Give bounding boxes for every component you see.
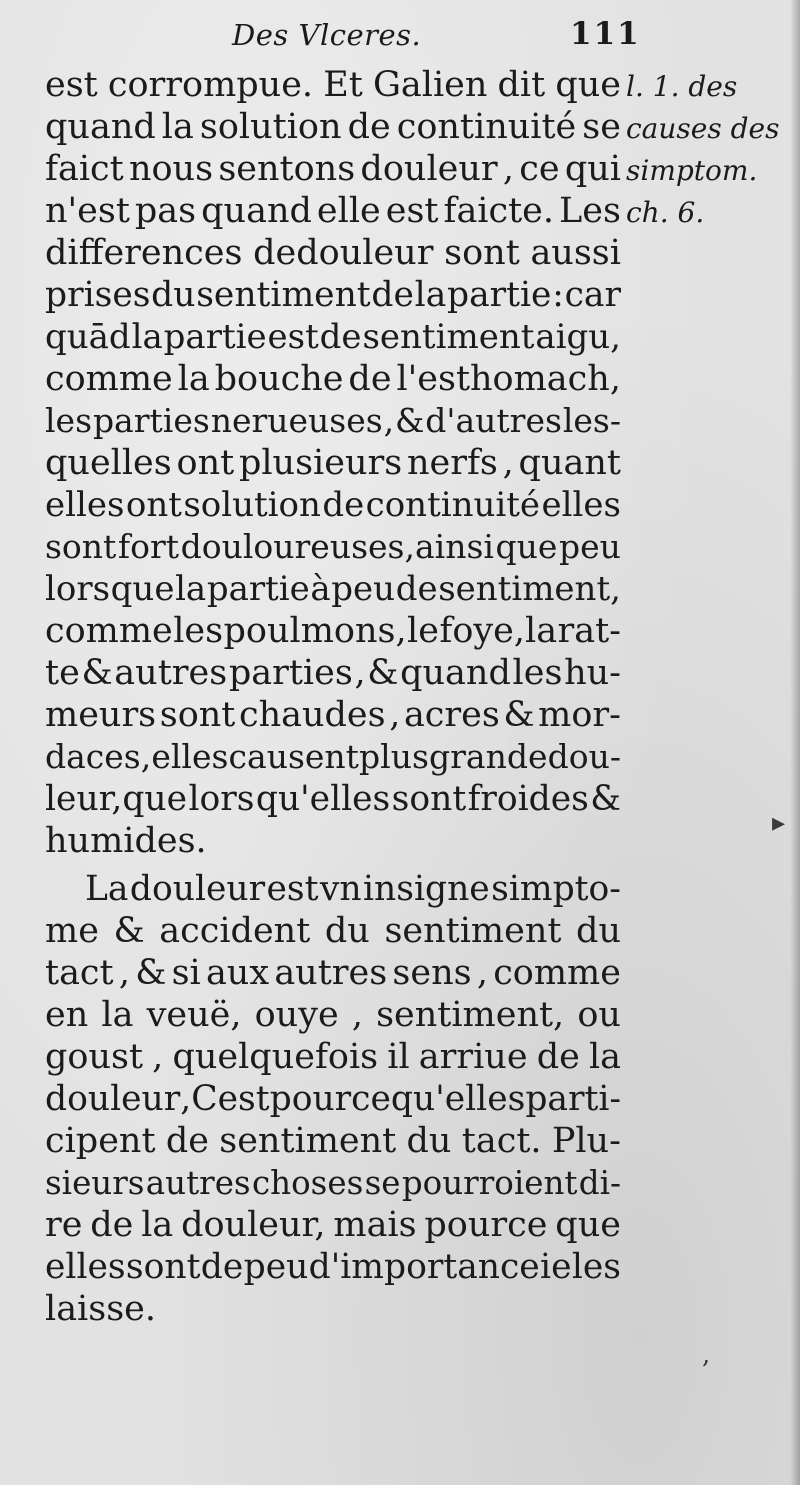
text-line: quand la solution de continuité se [45, 107, 621, 147]
text-line: humides. [45, 821, 207, 861]
text-line: elles sont de peu d'importance ie les [45, 1247, 621, 1287]
text-line: prises du sentiment de la partie : car [45, 275, 621, 315]
page-number: 111 [570, 16, 641, 52]
text-line: goust , quelquefois il arriue de la [45, 1037, 621, 1077]
text-line: leur,que lors qu'elles sont froides & [45, 779, 621, 819]
text-line: differences dedouleur sont aussi [45, 233, 621, 273]
text-line: cipent de sentiment du tact. Plu- [45, 1121, 621, 1161]
text-line: tact , & si aux autres sens , comme [45, 953, 621, 993]
margin-note-line: causes des [626, 112, 780, 145]
margin-note-line: ch. 6. [626, 196, 705, 229]
text-line: lors que la partie à peu de sentiment, [45, 569, 621, 609]
text-line: en la veuë, ouye , sentiment, ou [45, 995, 621, 1035]
text-line: faict nous sentons douleur , ce qui [45, 149, 621, 189]
margin-note-line: l. 1. des [626, 70, 738, 103]
running-head-title: Des Vlceres. [232, 18, 422, 52]
text-line: est corrompue. Et Galien dit que [45, 65, 621, 105]
text-line: re de la douleur, mais pource que [45, 1205, 621, 1245]
text-line: meurs sont chaudes , acres & mor- [45, 695, 621, 735]
margin-note-line: simptom. [626, 154, 758, 187]
text-line: comme la bouche de l'esthomach, [45, 359, 621, 399]
text-line: douleur , Cest pource qu'elles parti- [45, 1079, 622, 1119]
text-line: La douleur est vn insigne simpto- [85, 869, 621, 909]
text-line: me & accident du sentiment du [45, 911, 621, 951]
stray-mark: , [702, 1340, 711, 1370]
text-line: te & autres parties , & quand les hu- [45, 653, 621, 693]
text-line: quād la partie est de sentiment aigu, [45, 317, 621, 357]
text-line: quelles ont plusieurs nerfs , quant [45, 443, 621, 483]
stray-mark: ▸ [772, 808, 786, 838]
text-line: laisse. [45, 1289, 157, 1329]
text-line: les parties nerueuses , & d'autres les- [45, 401, 621, 440]
text-line: daces, elles causent plus grande dou- [45, 737, 621, 776]
text-line: elles ont solution de continuité elles [45, 485, 621, 525]
text-line: n'est pas quand elle est faicte. Les [45, 191, 621, 231]
text-line: sont fort douloureuses,ainsi que peu [45, 527, 621, 566]
text-line: sieurs autres choses se pourroient di- [45, 1164, 621, 1202]
text-line: comme les poulmons, le foye,la rat- [45, 611, 621, 651]
